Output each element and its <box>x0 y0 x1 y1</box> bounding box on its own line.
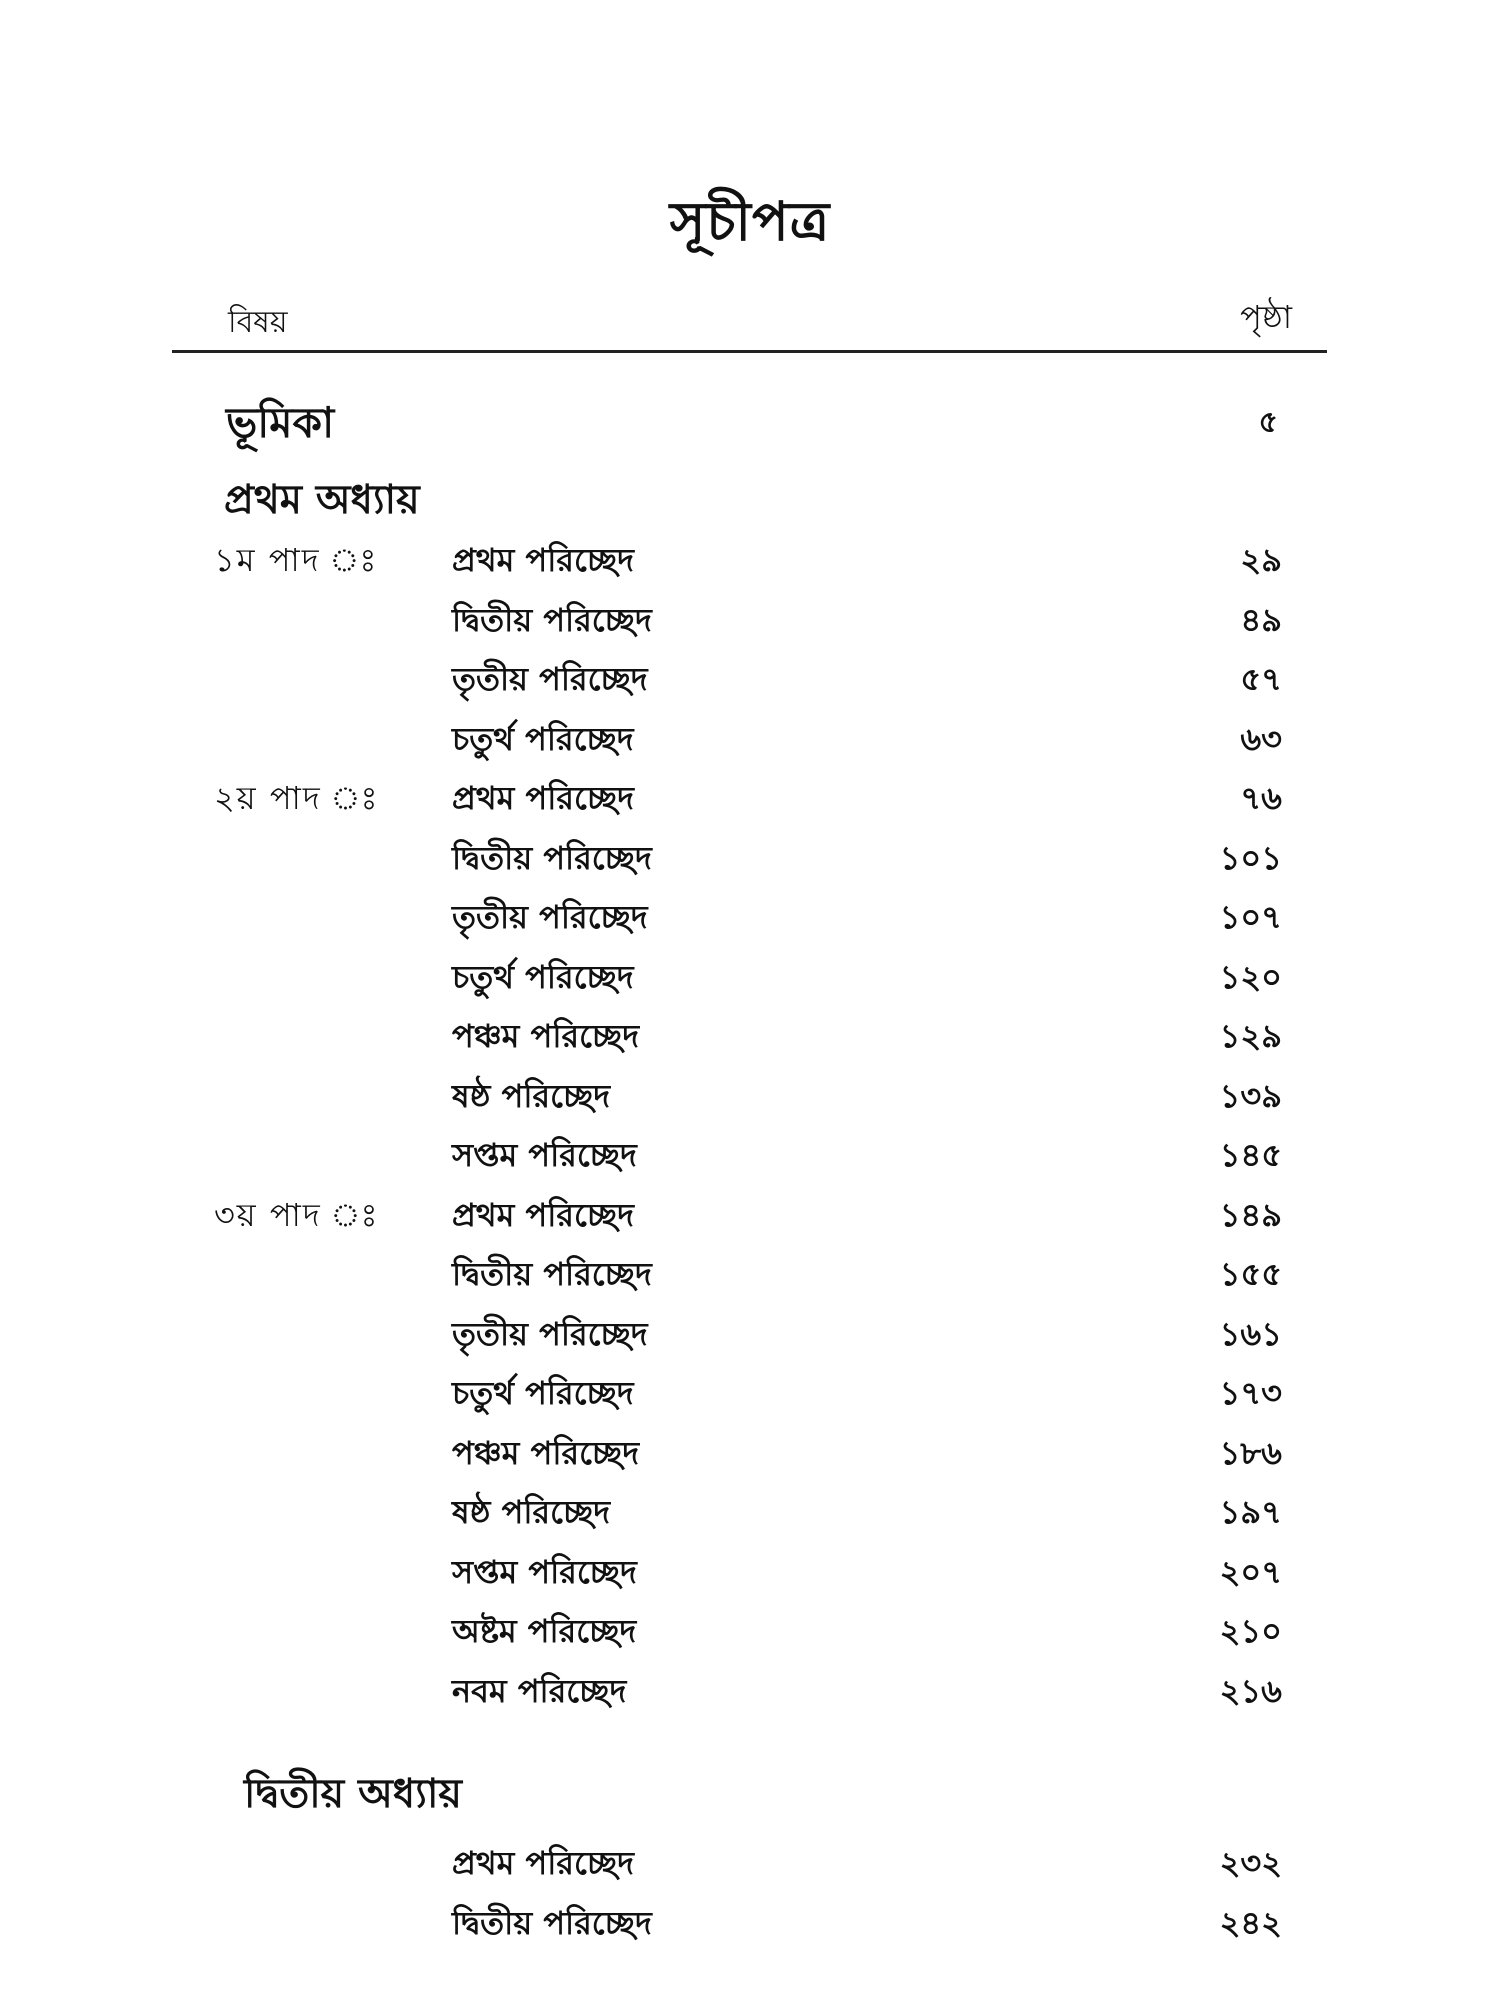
section-title: দ্বিতীয় পরিচ্ছেদ <box>452 1255 652 1293</box>
toc-row <box>0 1368 1500 1428</box>
page-number: ২০৭ <box>1219 1552 1282 1591</box>
section-title: পঞ্চম পরিচ্ছেদ <box>452 1433 640 1472</box>
toc-row <box>0 833 1500 893</box>
section-title: ষষ্ঠ পরিচ্ছেদ <box>452 1493 611 1531</box>
page-number: ১৮৬ <box>1219 1433 1282 1472</box>
toc-row <box>0 1898 1500 1958</box>
toc-row <box>0 1487 1500 1547</box>
toc-row <box>0 1249 1500 1309</box>
section-title: ষষ্ঠ পরিচ্ছেদ <box>452 1076 611 1115</box>
page-number: ১৯৭ <box>1219 1493 1282 1531</box>
header-divider <box>172 350 1327 353</box>
page-number: ৬৩ <box>1240 719 1282 758</box>
section-title: চতুর্থ পরিচ্ছেদ <box>452 957 634 996</box>
page-number: ১৪৫ <box>1219 1136 1282 1174</box>
section-title: তৃতীয় পরিচ্ছেদ <box>452 898 648 936</box>
page-number: ১০৭ <box>1219 898 1282 936</box>
section-title: পঞ্চম পরিচ্ছেদ <box>452 1017 640 1055</box>
section-title: প্রথম পরিচ্ছেদ <box>452 1844 634 1882</box>
section-title: দ্বিতীয় পরিচ্ছেদ <box>452 838 652 877</box>
page-number: ৪৯ <box>1240 600 1282 639</box>
section-title: প্রথম পরিচ্ছেদ <box>452 1195 634 1234</box>
page-number: ২৩২ <box>1219 1844 1282 1882</box>
page-number: ১৬১ <box>1219 1314 1282 1353</box>
pada-label: ৩য় পাদ ঃ <box>214 1195 380 1234</box>
page-title: সূচীপত্র <box>669 190 831 253</box>
page-number: ২১৬ <box>1219 1671 1282 1710</box>
page-number: ১৩৯ <box>1219 1076 1282 1115</box>
section-title: দ্বিতীয় পরিচ্ছেদ <box>452 1903 652 1942</box>
page-number: ১০১ <box>1219 838 1282 877</box>
toc-row <box>0 1547 1500 1607</box>
section-title: প্রথম পরিচ্ছেদ <box>452 779 634 817</box>
toc-row <box>0 535 1500 595</box>
section-title: চতুর্থ পরিচ্ছেদ <box>452 1374 634 1412</box>
toc-row <box>0 714 1500 774</box>
intro-label: ভূমিকা <box>226 398 335 447</box>
page-number: ১৭৩ <box>1219 1374 1282 1412</box>
section-title: দ্বিতীয় পরিচ্ছেদ <box>452 600 652 639</box>
page-number: ৭৬ <box>1240 779 1282 817</box>
toc-row <box>0 595 1500 655</box>
page-number: ৫৭ <box>1240 660 1282 698</box>
section-title: নবম পরিচ্ছেদ <box>452 1671 627 1710</box>
chapter-title: প্রথম অধ্যায় <box>224 477 420 523</box>
subject-column-header: বিষয় <box>228 305 288 340</box>
toc-row <box>0 1071 1500 1131</box>
section-title: চতুর্থ পরিচ্ছেদ <box>452 719 634 758</box>
toc-row <box>0 892 1500 952</box>
intro-page-number: ৫ <box>1258 405 1278 440</box>
page-number: ১২০ <box>1219 957 1282 996</box>
section-title: সপ্তম পরিচ্ছেদ <box>452 1136 637 1174</box>
page-number: ১৪৯ <box>1219 1195 1282 1234</box>
toc-row <box>0 952 1500 1012</box>
page-number: ১৫৫ <box>1219 1255 1282 1293</box>
page-column-header: পৃষ্ঠা <box>1240 298 1292 336</box>
page-number: ২৯ <box>1240 541 1282 579</box>
toc-row <box>0 1190 1500 1250</box>
pada-label: ১ম পাদ ঃ <box>214 541 379 579</box>
toc-row <box>0 773 1500 833</box>
section-title: সপ্তম পরিচ্ছেদ <box>452 1552 637 1591</box>
page-number: ২৪২ <box>1219 1903 1282 1942</box>
page-number: ১২৯ <box>1219 1017 1282 1055</box>
section-title: তৃতীয় পরিচ্ছেদ <box>452 660 648 698</box>
toc-row <box>0 1428 1500 1488</box>
section-title: অষ্টম পরিচ্ছেদ <box>452 1612 637 1650</box>
toc-row <box>0 1666 1500 1726</box>
toc-row <box>0 1606 1500 1666</box>
pada-label: ২য় পাদ ঃ <box>214 779 380 817</box>
toc-row <box>0 654 1500 714</box>
section-title: প্রথম পরিচ্ছেদ <box>452 541 634 579</box>
toc-row <box>0 1838 1500 1898</box>
toc-row <box>0 1130 1500 1190</box>
chapter-title: দ্বিতীয় অধ্যায় <box>244 1771 462 1817</box>
toc-row <box>0 1011 1500 1071</box>
page-number: ২১০ <box>1219 1612 1282 1650</box>
toc-row <box>0 1309 1500 1369</box>
section-title: তৃতীয় পরিচ্ছেদ <box>452 1314 648 1353</box>
